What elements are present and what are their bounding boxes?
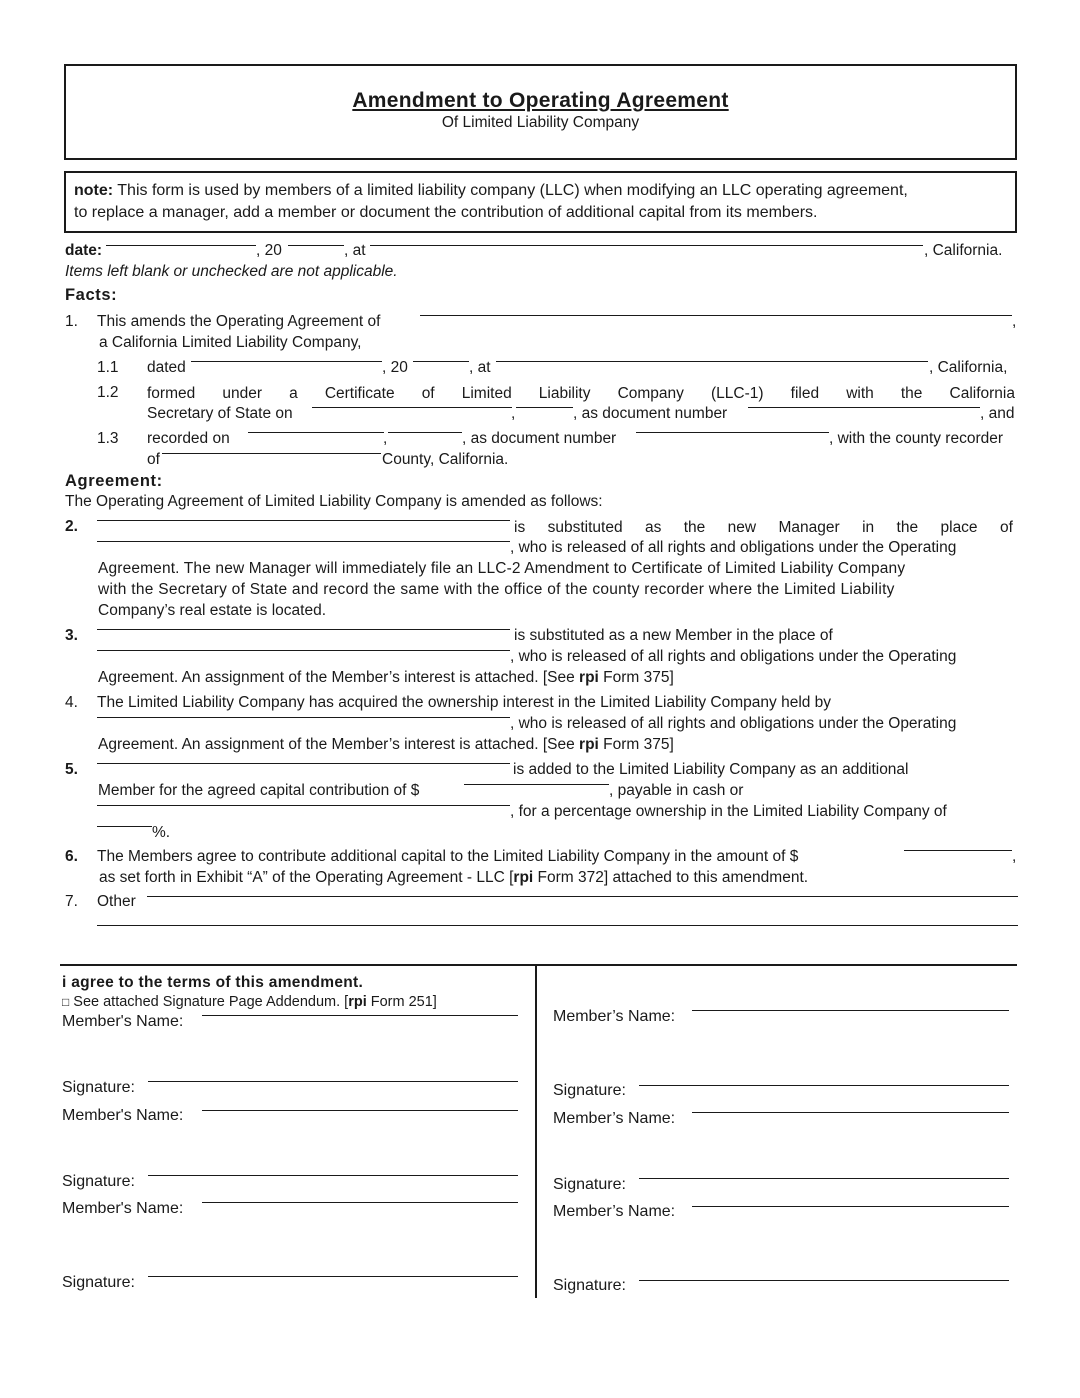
- recorded-year-field[interactable]: [388, 432, 462, 433]
- signature-field-4[interactable]: [639, 1178, 1009, 1179]
- other-field-line1[interactable]: [147, 896, 1018, 897]
- item-1-2-doc-number: , as document number: [573, 405, 728, 422]
- member-name-field-4[interactable]: [692, 1112, 1009, 1113]
- member-name-field-2[interactable]: [692, 1010, 1009, 1011]
- member-name-field-5[interactable]: [202, 1202, 518, 1203]
- dated-field[interactable]: [191, 361, 382, 362]
- signature-label-3: Signature:: [62, 1173, 135, 1190]
- date-label: date:: [65, 242, 103, 259]
- item-1-3-number: 1.3: [97, 430, 119, 447]
- item-2-number: 2.: [65, 518, 78, 535]
- sos-year-field[interactable]: [516, 407, 573, 408]
- item-1-1-at: , at: [469, 359, 491, 376]
- title-box: [64, 64, 1017, 160]
- member-name-label-3: Member's Name:: [62, 1107, 184, 1124]
- member-name-label-4: Member’s Name:: [553, 1110, 676, 1127]
- signature-field-3[interactable]: [148, 1175, 518, 1176]
- member-name-label-1: Member's Name:: [62, 1013, 184, 1030]
- member-name-label-5: Member's Name:: [62, 1200, 184, 1217]
- item-4-line3: Agreement. An assignment of the Member’s interest is attached. [See rpi Form 375]: [98, 736, 674, 753]
- sos-date-field[interactable]: [312, 407, 512, 408]
- item-1-1-dated: dated: [147, 359, 186, 376]
- signature-field-5[interactable]: [148, 1276, 518, 1277]
- item-7-number: 7.: [65, 893, 78, 910]
- year-prefix: , 20: [256, 242, 282, 259]
- other-field-line2[interactable]: [97, 925, 1018, 926]
- item-1-2-line2: Secretary of State on: [147, 405, 293, 422]
- item-1-3-recorded: recorded on: [147, 430, 230, 447]
- item-6-number: 6.: [65, 848, 78, 865]
- acquired-from-member-field[interactable]: [97, 717, 510, 718]
- additional-capital-field[interactable]: [904, 850, 1012, 851]
- signature-label-2: Signature:: [553, 1082, 626, 1099]
- signature-field-2[interactable]: [639, 1085, 1009, 1086]
- addendum-line: □ See attached Signature Page Addendum. [rpi Form 251]: [62, 994, 437, 1010]
- signature-field-6[interactable]: [639, 1280, 1009, 1281]
- member-name-label-2: Member’s Name:: [553, 1008, 676, 1025]
- recorded-date-field[interactable]: [248, 432, 384, 433]
- recorded-doc-number-field[interactable]: [636, 432, 829, 433]
- new-member-field[interactable]: [97, 629, 510, 630]
- note-label: note:: [74, 182, 114, 199]
- member-name-field-6[interactable]: [692, 1206, 1009, 1207]
- signature-label-6: Signature:: [553, 1277, 626, 1294]
- former-manager-field[interactable]: [97, 541, 510, 542]
- location-field[interactable]: [370, 245, 923, 246]
- llc-name-field[interactable]: [420, 315, 1012, 316]
- item-7-label: Other: [97, 893, 136, 910]
- year-field[interactable]: [288, 245, 344, 246]
- member-name-field-3[interactable]: [202, 1110, 518, 1111]
- note-line-2: to replace a manager, add a member or document the contribution of additional capital from its members.: [74, 204, 818, 221]
- item-1-2-line1: formed under a Certificate of Limited Liability Company (LLC-1) filed with the California: [147, 385, 1015, 402]
- item-3-line3: Agreement. An assignment of the Member’s interest is attached. [See rpi Form 375]: [98, 669, 674, 686]
- item-1-2-number: 1.2: [97, 384, 119, 401]
- item-1-1-state: , California,: [929, 359, 1008, 376]
- instructions-text: Items left blank or unchecked are not applicable.: [65, 263, 398, 280]
- item-1-number: 1.: [65, 313, 78, 330]
- item-3-number: 3.: [65, 627, 78, 644]
- checkbox-icon[interactable]: □: [62, 995, 70, 1009]
- signature-label-4: Signature:: [553, 1176, 626, 1193]
- member-name-label-6: Member’s Name:: [553, 1203, 676, 1220]
- item-5-number: 5.: [65, 761, 78, 778]
- document-subtitle: Of Limited Liability Company: [441, 114, 640, 131]
- item-2-line1: is substituted as the new Manager in the place of: [514, 519, 1013, 536]
- date-field[interactable]: [106, 245, 256, 246]
- additional-member-field[interactable]: [97, 763, 510, 764]
- signature-divider-vertical: [535, 964, 537, 1298]
- signature-label-5: Signature:: [62, 1274, 135, 1291]
- former-member-field[interactable]: [97, 650, 510, 651]
- item-1-1-number: 1.1: [97, 359, 119, 376]
- signature-divider-horizontal: [60, 964, 1017, 966]
- item-1-1-year-field[interactable]: [413, 361, 469, 362]
- item-1-text: This amends the Operating Agreement of: [97, 313, 381, 330]
- sos-doc-number-field[interactable]: [748, 407, 980, 408]
- agreement-intro: The Operating Agreement of Limited Liability Company is amended as follows:: [65, 493, 603, 510]
- ownership-percent-field[interactable]: [97, 826, 152, 827]
- county-field[interactable]: [162, 453, 381, 454]
- state-label: , California.: [924, 242, 1003, 259]
- item-4-number: 4.: [65, 694, 78, 711]
- item-1-trailing: ,: [1012, 313, 1017, 330]
- member-name-field-1[interactable]: [202, 1015, 518, 1016]
- facts-heading: Facts:: [65, 286, 118, 304]
- note-line-1: note: This form is used by members of a limited liability company (LLC) when modifying an LLC operating agreement,: [74, 182, 908, 199]
- note-box: [64, 171, 1017, 233]
- at-label: , at: [344, 242, 366, 259]
- item-1-1-location-field[interactable]: [496, 361, 928, 362]
- capital-contribution-field[interactable]: [464, 784, 609, 785]
- agreement-heading: Agreement:: [65, 472, 163, 490]
- item-6-line2: as set forth in Exhibit “A” of the Operating Agreement - LLC [rpi Form 372] attached to this amendment.: [99, 869, 809, 886]
- item-1-1-year-prefix: , 20: [382, 359, 408, 376]
- new-manager-field[interactable]: [97, 520, 510, 521]
- item-1-line2: a California Limited Liability Company,: [99, 334, 362, 351]
- payment-method-field[interactable]: [97, 805, 510, 806]
- signature-field-1[interactable]: [148, 1081, 518, 1082]
- signature-heading: i agree to the terms of this amendment.: [62, 974, 364, 991]
- document-title: Amendment to Operating Agreement: [352, 89, 729, 112]
- signature-label-1: Signature:: [62, 1079, 135, 1096]
